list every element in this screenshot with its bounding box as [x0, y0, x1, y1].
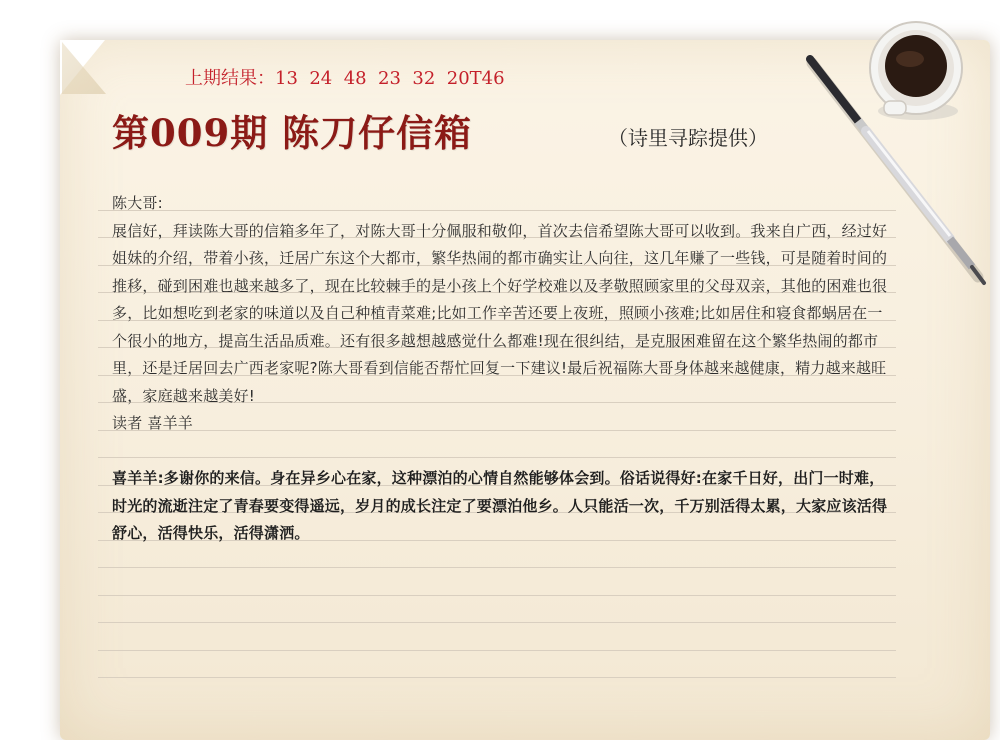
letter-signature: 读者 喜羊羊 [112, 414, 193, 432]
ruled-line [98, 568, 896, 596]
letter-salutation: 陈大哥: [112, 194, 163, 212]
fountain-pen-icon [800, 55, 1000, 295]
letter-body: 展信好，拜读陈大哥的信箱多年了，对陈大哥十分佩服和敬仰，首次去信希望陈大哥可以收到。我来自广西，经过好姐妹的介绍，带着小孩，迁居广东这个大都市，繁华热闹的都市确实让人向往，这几年赚了一些钱，可是随着时间的推移，碰到困难也越来越多了，现在比较棘手的是小孩上个好学校难以及孝敬照顾家里的父母双亲，其他的困难也很多，比如想吃到老家的味道以及自己种植青菜难;比如工作辛苦还要上夜班，照顾小孩难;比如居住和寝食都蜗居在一个很小的地方，提高生活品质难。还有很多越想越感觉什么都难!现在很纠结，是克服困难留在这个繁华热闹的都市里，还是迁居回去广西老家呢?陈大哥看到信能否帮忙回复一下建议!最后祝福陈大哥身体越来越健康，精力越来越旺盛，家庭越来越美好! [112, 221, 888, 405]
ruled-line [98, 623, 896, 651]
last-result: 上期结果：13 24 48 23 32 20T46 [185, 68, 505, 89]
ruled-line [98, 651, 896, 679]
reply-text: 喜羊羊:多谢你的来信。身在异乡心在家，这种漂泊的心情自然能够体会到。俗话说得好:在家千日好，出门一时难，时光的流逝注定了青春要变得遥远，岁月的成长注定了要漂泊他乡。人只能活一次，千万别活得太累，大家应该活得舒心，活得快乐，活得潇洒。 [112, 469, 888, 542]
page-title: 第009期 陈刀仔信箱 [112, 111, 473, 155]
letter-content [112, 190, 890, 548]
provider-credit: （诗里寻踪提供） [608, 126, 768, 150]
section-gap [112, 438, 890, 466]
ruled-line [98, 596, 896, 624]
